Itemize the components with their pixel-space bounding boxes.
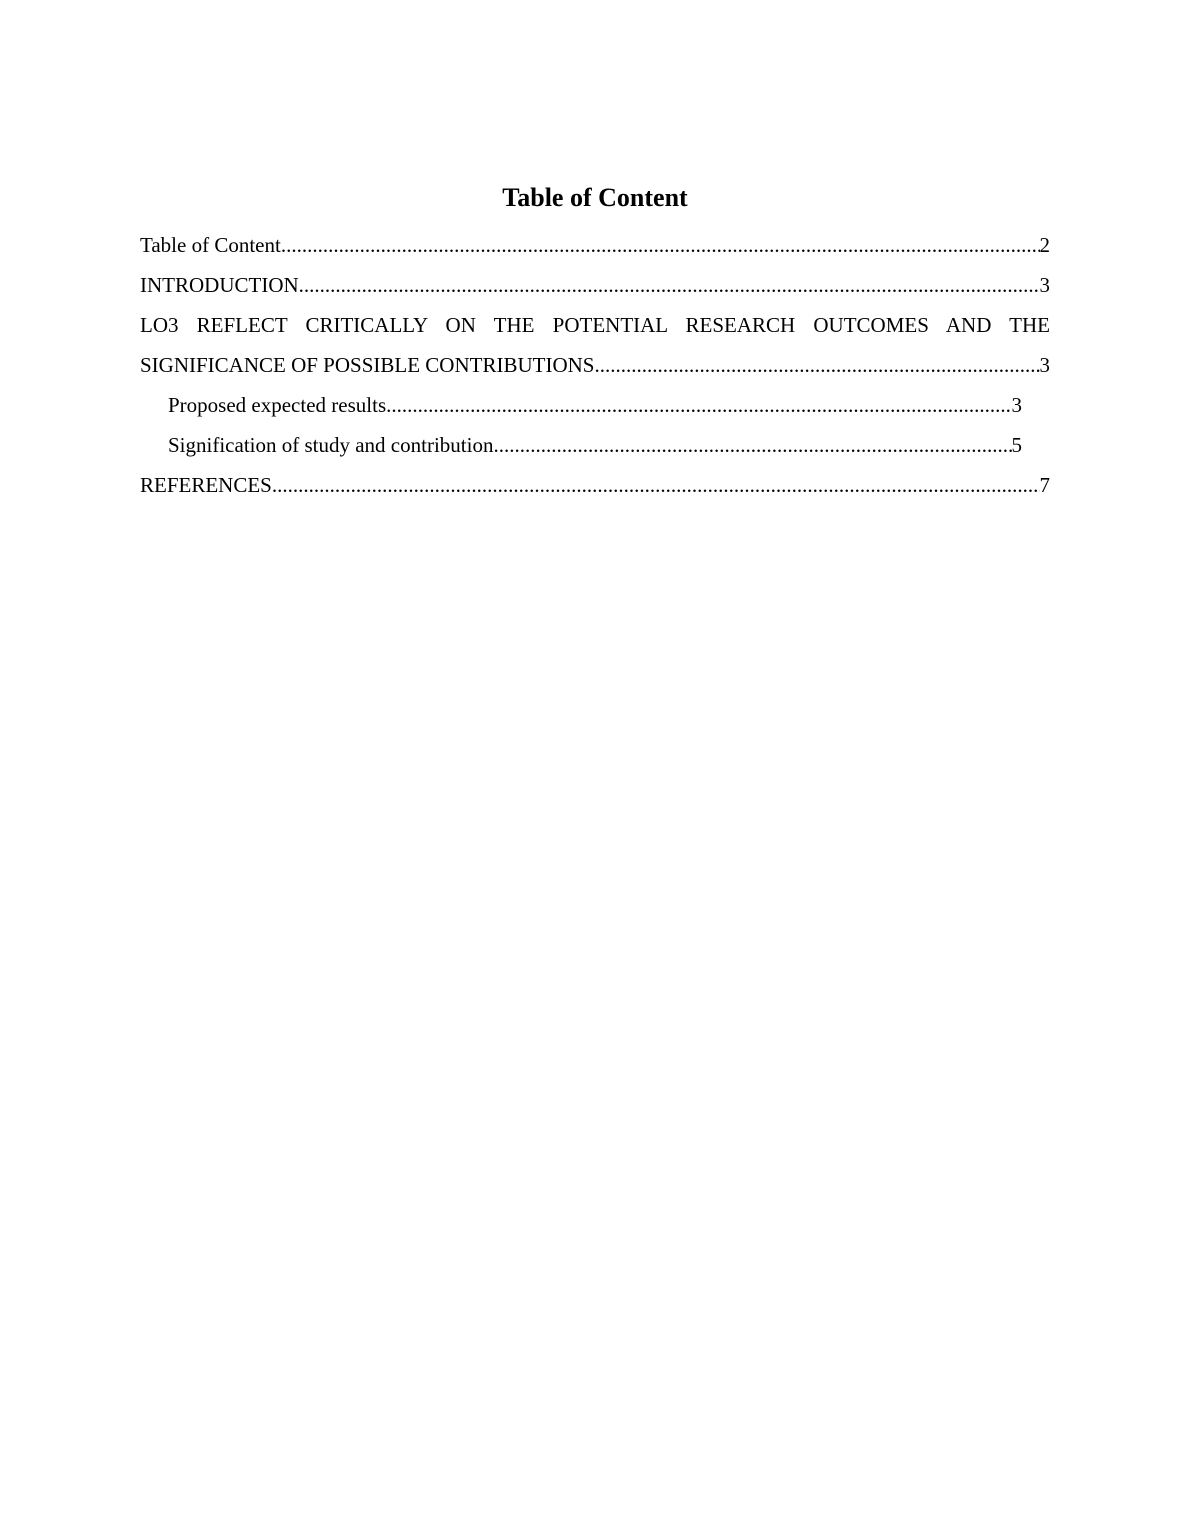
toc-entry-label-line-2: SIGNIFICANCE OF POSSIBLE CONTRIBUTIONS: [140, 353, 595, 377]
toc-entry-references[interactable]: [140, 465, 1050, 505]
toc-page-number: 7: [1039, 473, 1050, 497]
toc-page-number: 3: [1039, 273, 1050, 297]
table-of-contents: [140, 180, 1050, 505]
toc-dot-leader: [386, 385, 1011, 425]
toc-page-number: 3: [1039, 353, 1050, 377]
toc-page-number: 3: [1011, 393, 1022, 417]
toc-page-number: 2: [1039, 233, 1050, 257]
toc-entry-signification-of-study[interactable]: [140, 425, 1022, 465]
toc-entry-label: REFERENCES: [140, 473, 272, 497]
toc-entry-label: Table of Content: [140, 233, 281, 257]
toc-page-number: 5: [1011, 433, 1022, 457]
toc-dot-leader: [299, 265, 1040, 305]
toc-entry-introduction[interactable]: [140, 265, 1050, 305]
toc-entry-line-2: [140, 345, 1050, 385]
toc-entry-label-line-1: LO3 REFLECT CRITICALLY ON THE POTENTIAL RESEARCH OUTCOMES AND THE: [140, 313, 1050, 337]
toc-entry-label: Proposed expected results: [168, 393, 387, 417]
toc-dot-leader: [281, 225, 1040, 265]
toc-heading: Table of Content: [502, 183, 688, 212]
toc-entry-label: Signification of study and contribution: [168, 433, 494, 457]
toc-dot-leader: [493, 425, 1011, 465]
toc-entry-label: INTRODUCTION: [140, 273, 299, 297]
toc-dot-leader: [272, 465, 1040, 505]
toc-entry-proposed-expected-results[interactable]: [140, 385, 1022, 425]
toc-entry-table-of-content[interactable]: [140, 225, 1050, 265]
toc-dot-leader: [594, 345, 1039, 385]
toc-entry-lo3[interactable]: [140, 305, 1050, 385]
